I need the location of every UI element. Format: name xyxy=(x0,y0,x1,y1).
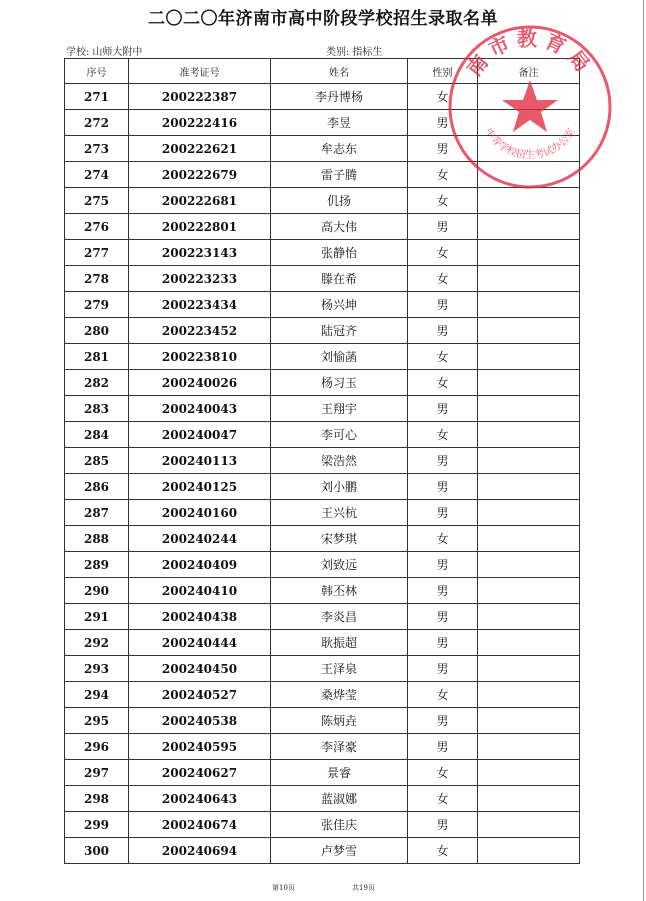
cell-number: 285 xyxy=(65,448,129,474)
cell-name: 高大伟 xyxy=(271,214,408,240)
table-row xyxy=(65,344,580,370)
cell-name: 刘小鹏 xyxy=(271,474,408,500)
school-field xyxy=(66,43,142,58)
cell-name: 牟志东 xyxy=(271,136,408,162)
cell-exam-id: 200223143 xyxy=(129,240,271,266)
cell-exam-id: 200223452 xyxy=(129,318,271,344)
cell-gender: 女 xyxy=(408,838,478,864)
cell-gender: 女 xyxy=(408,240,478,266)
cell-gender: 女 xyxy=(408,84,478,110)
cell-remark xyxy=(478,266,580,292)
cell-exam-id: 200240538 xyxy=(129,708,271,734)
cell-gender: 男 xyxy=(408,292,478,318)
cell-gender: 男 xyxy=(408,500,478,526)
cell-exam-id: 200222387 xyxy=(129,84,271,110)
cell-gender: 男 xyxy=(408,656,478,682)
cell-gender: 女 xyxy=(408,526,478,552)
cell-remark xyxy=(478,292,580,318)
cell-gender: 女 xyxy=(408,760,478,786)
category-field xyxy=(326,43,382,58)
cell-number: 292 xyxy=(65,630,129,656)
cell-name: 陆冠齐 xyxy=(271,318,408,344)
school-label: 学校: xyxy=(66,47,90,58)
cell-number: 274 xyxy=(65,162,129,188)
cell-remark xyxy=(478,578,580,604)
cell-gender: 女 xyxy=(408,682,478,708)
cell-exam-id: 200240694 xyxy=(129,838,271,864)
cell-number: 298 xyxy=(65,786,129,812)
cell-name: 仉扬 xyxy=(271,188,408,214)
cell-gender: 男 xyxy=(408,214,478,240)
cell-remark xyxy=(478,812,580,838)
cell-exam-id: 200240450 xyxy=(129,656,271,682)
cell-name: 卢梦雪 xyxy=(271,838,408,864)
table-row xyxy=(65,292,580,318)
cell-gender: 男 xyxy=(408,812,478,838)
cell-name: 滕在希 xyxy=(271,266,408,292)
table-row xyxy=(65,734,580,760)
cell-name: 蓝淑娜 xyxy=(271,786,408,812)
cell-number: 286 xyxy=(65,474,129,500)
cell-gender: 女 xyxy=(408,344,478,370)
cell-number: 288 xyxy=(65,526,129,552)
cell-gender: 男 xyxy=(408,448,478,474)
header-number: 序号 xyxy=(65,59,129,84)
table-row xyxy=(65,812,580,838)
cell-number: 275 xyxy=(65,188,129,214)
table-row xyxy=(65,448,580,474)
cell-remark xyxy=(478,786,580,812)
cell-exam-id: 200240113 xyxy=(129,448,271,474)
cell-number: 296 xyxy=(65,734,129,760)
table-row xyxy=(65,838,580,864)
cell-exam-id: 200240026 xyxy=(129,370,271,396)
cell-number: 277 xyxy=(65,240,129,266)
cell-number: 282 xyxy=(65,370,129,396)
header-name: 姓名 xyxy=(271,59,408,84)
cell-number: 300 xyxy=(65,838,129,864)
category-label: 类别: xyxy=(326,47,350,58)
cell-number: 293 xyxy=(65,656,129,682)
cell-number: 299 xyxy=(65,812,129,838)
cell-name: 陈炳垚 xyxy=(271,708,408,734)
cell-remark xyxy=(478,318,580,344)
cell-remark xyxy=(478,422,580,448)
cell-exam-id: 200222681 xyxy=(129,188,271,214)
cell-exam-id: 200222801 xyxy=(129,214,271,240)
cell-number: 294 xyxy=(65,682,129,708)
cell-name: 耿振超 xyxy=(271,630,408,656)
cell-gender: 男 xyxy=(408,396,478,422)
cell-gender: 男 xyxy=(408,630,478,656)
cell-number: 289 xyxy=(65,552,129,578)
cell-exam-id: 200240244 xyxy=(129,526,271,552)
cell-remark xyxy=(478,630,580,656)
cell-exam-id: 200240043 xyxy=(129,396,271,422)
cell-gender: 男 xyxy=(408,474,478,500)
cell-number: 273 xyxy=(65,136,129,162)
cell-exam-id: 200240409 xyxy=(129,552,271,578)
cell-name: 张静怡 xyxy=(271,240,408,266)
cell-name: 李丹博杨 xyxy=(271,84,408,110)
star-icon xyxy=(502,80,558,132)
cell-name: 杨习玉 xyxy=(271,370,408,396)
cell-name: 张佳庆 xyxy=(271,812,408,838)
cell-exam-id: 200240595 xyxy=(129,734,271,760)
table-row xyxy=(65,526,580,552)
cell-number: 297 xyxy=(65,760,129,786)
category-value: 指标生 xyxy=(352,47,383,58)
page-total: 共19页 xyxy=(352,884,375,892)
header-gender: 性别 xyxy=(408,59,478,84)
cell-remark xyxy=(478,708,580,734)
table-row xyxy=(65,474,580,500)
cell-remark xyxy=(478,240,580,266)
cell-gender: 男 xyxy=(408,604,478,630)
cell-remark xyxy=(478,500,580,526)
cell-name: 李泽豪 xyxy=(271,734,408,760)
cell-gender: 女 xyxy=(408,422,478,448)
table-row xyxy=(65,630,580,656)
cell-gender: 男 xyxy=(408,552,478,578)
cell-number: 281 xyxy=(65,344,129,370)
cell-remark xyxy=(478,448,580,474)
cell-gender: 女 xyxy=(408,188,478,214)
table-row xyxy=(65,578,580,604)
table-body xyxy=(65,84,580,864)
cell-name: 雷子腾 xyxy=(271,162,408,188)
cell-gender: 男 xyxy=(408,318,478,344)
page-number: 第10页 xyxy=(272,884,295,892)
cell-number: 283 xyxy=(65,396,129,422)
table-row xyxy=(65,266,580,292)
cell-exam-id: 200240527 xyxy=(129,682,271,708)
table-row xyxy=(65,422,580,448)
official-seal xyxy=(445,22,615,192)
header-exam-id: 准考证号 xyxy=(129,59,271,84)
cell-gender: 女 xyxy=(408,786,478,812)
table-row xyxy=(65,682,580,708)
cell-name: 景睿 xyxy=(271,760,408,786)
table-row xyxy=(65,370,580,396)
cell-number: 279 xyxy=(65,292,129,318)
cell-remark xyxy=(478,682,580,708)
cell-remark xyxy=(478,344,580,370)
cell-exam-id: 200240047 xyxy=(129,422,271,448)
cell-exam-id: 200240444 xyxy=(129,630,271,656)
page-edge-line xyxy=(643,0,644,901)
cell-gender: 女 xyxy=(408,266,478,292)
cell-number: 287 xyxy=(65,500,129,526)
cell-gender: 男 xyxy=(408,734,478,760)
cell-remark xyxy=(478,656,580,682)
cell-exam-id: 200222416 xyxy=(129,110,271,136)
cell-exam-id: 200223434 xyxy=(129,292,271,318)
cell-number: 276 xyxy=(65,214,129,240)
cell-exam-id: 200223810 xyxy=(129,344,271,370)
cell-exam-id: 200223233 xyxy=(129,266,271,292)
cell-exam-id: 200240125 xyxy=(129,474,271,500)
cell-gender: 男 xyxy=(408,110,478,136)
cell-name: 王兴杭 xyxy=(271,500,408,526)
cell-name: 杨兴坤 xyxy=(271,292,408,318)
cell-number: 280 xyxy=(65,318,129,344)
table-row xyxy=(65,552,580,578)
cell-number: 290 xyxy=(65,578,129,604)
cell-name: 桑烨莹 xyxy=(271,682,408,708)
table-row xyxy=(65,786,580,812)
school-value: 山师大附中 xyxy=(92,47,143,58)
cell-number: 291 xyxy=(65,604,129,630)
cell-remark xyxy=(478,760,580,786)
cell-exam-id: 200240674 xyxy=(129,812,271,838)
cell-name: 韩丕林 xyxy=(271,578,408,604)
cell-exam-id: 200240627 xyxy=(129,760,271,786)
cell-number: 272 xyxy=(65,110,129,136)
table-row xyxy=(65,760,580,786)
table-row xyxy=(65,500,580,526)
cell-name: 王翔宇 xyxy=(271,396,408,422)
cell-name: 李可心 xyxy=(271,422,408,448)
cell-remark xyxy=(478,526,580,552)
cell-gender: 男 xyxy=(408,136,478,162)
document-title: 二〇二〇年济南市高中阶段学校招生录取名单 xyxy=(148,9,498,29)
cell-exam-id: 200222621 xyxy=(129,136,271,162)
cell-number: 271 xyxy=(65,84,129,110)
cell-name: 李炎昌 xyxy=(271,604,408,630)
cell-remark xyxy=(478,214,580,240)
cell-gender: 男 xyxy=(408,708,478,734)
cell-name: 王泽泉 xyxy=(271,656,408,682)
cell-name: 李昱 xyxy=(271,110,408,136)
cell-remark xyxy=(478,734,580,760)
cell-exam-id: 200240160 xyxy=(129,500,271,526)
cell-exam-id: 200240643 xyxy=(129,786,271,812)
table-row xyxy=(65,656,580,682)
header-remark: 备注 xyxy=(478,59,580,84)
cell-remark xyxy=(478,604,580,630)
table-row xyxy=(65,318,580,344)
cell-name: 刘愉菡 xyxy=(271,344,408,370)
seal-bottom-text: 中等学校招生考试办公室 xyxy=(482,126,578,162)
cell-number: 278 xyxy=(65,266,129,292)
cell-name: 刘致远 xyxy=(271,552,408,578)
table-row xyxy=(65,708,580,734)
table-row xyxy=(65,240,580,266)
table-row xyxy=(65,214,580,240)
table-row xyxy=(65,604,580,630)
seal-top-text: 南市教育局 xyxy=(461,26,599,81)
cell-name: 梁浩然 xyxy=(271,448,408,474)
cell-name: 宋梦琪 xyxy=(271,526,408,552)
cell-remark xyxy=(478,552,580,578)
cell-exam-id: 200240438 xyxy=(129,604,271,630)
cell-exam-id: 200240410 xyxy=(129,578,271,604)
cell-gender: 男 xyxy=(408,578,478,604)
cell-remark xyxy=(478,396,580,422)
cell-gender: 女 xyxy=(408,370,478,396)
table-row xyxy=(65,396,580,422)
cell-exam-id: 200222679 xyxy=(129,162,271,188)
cell-number: 295 xyxy=(65,708,129,734)
cell-remark xyxy=(478,474,580,500)
cell-remark xyxy=(478,370,580,396)
cell-number: 284 xyxy=(65,422,129,448)
cell-remark xyxy=(478,838,580,864)
cell-gender: 女 xyxy=(408,162,478,188)
